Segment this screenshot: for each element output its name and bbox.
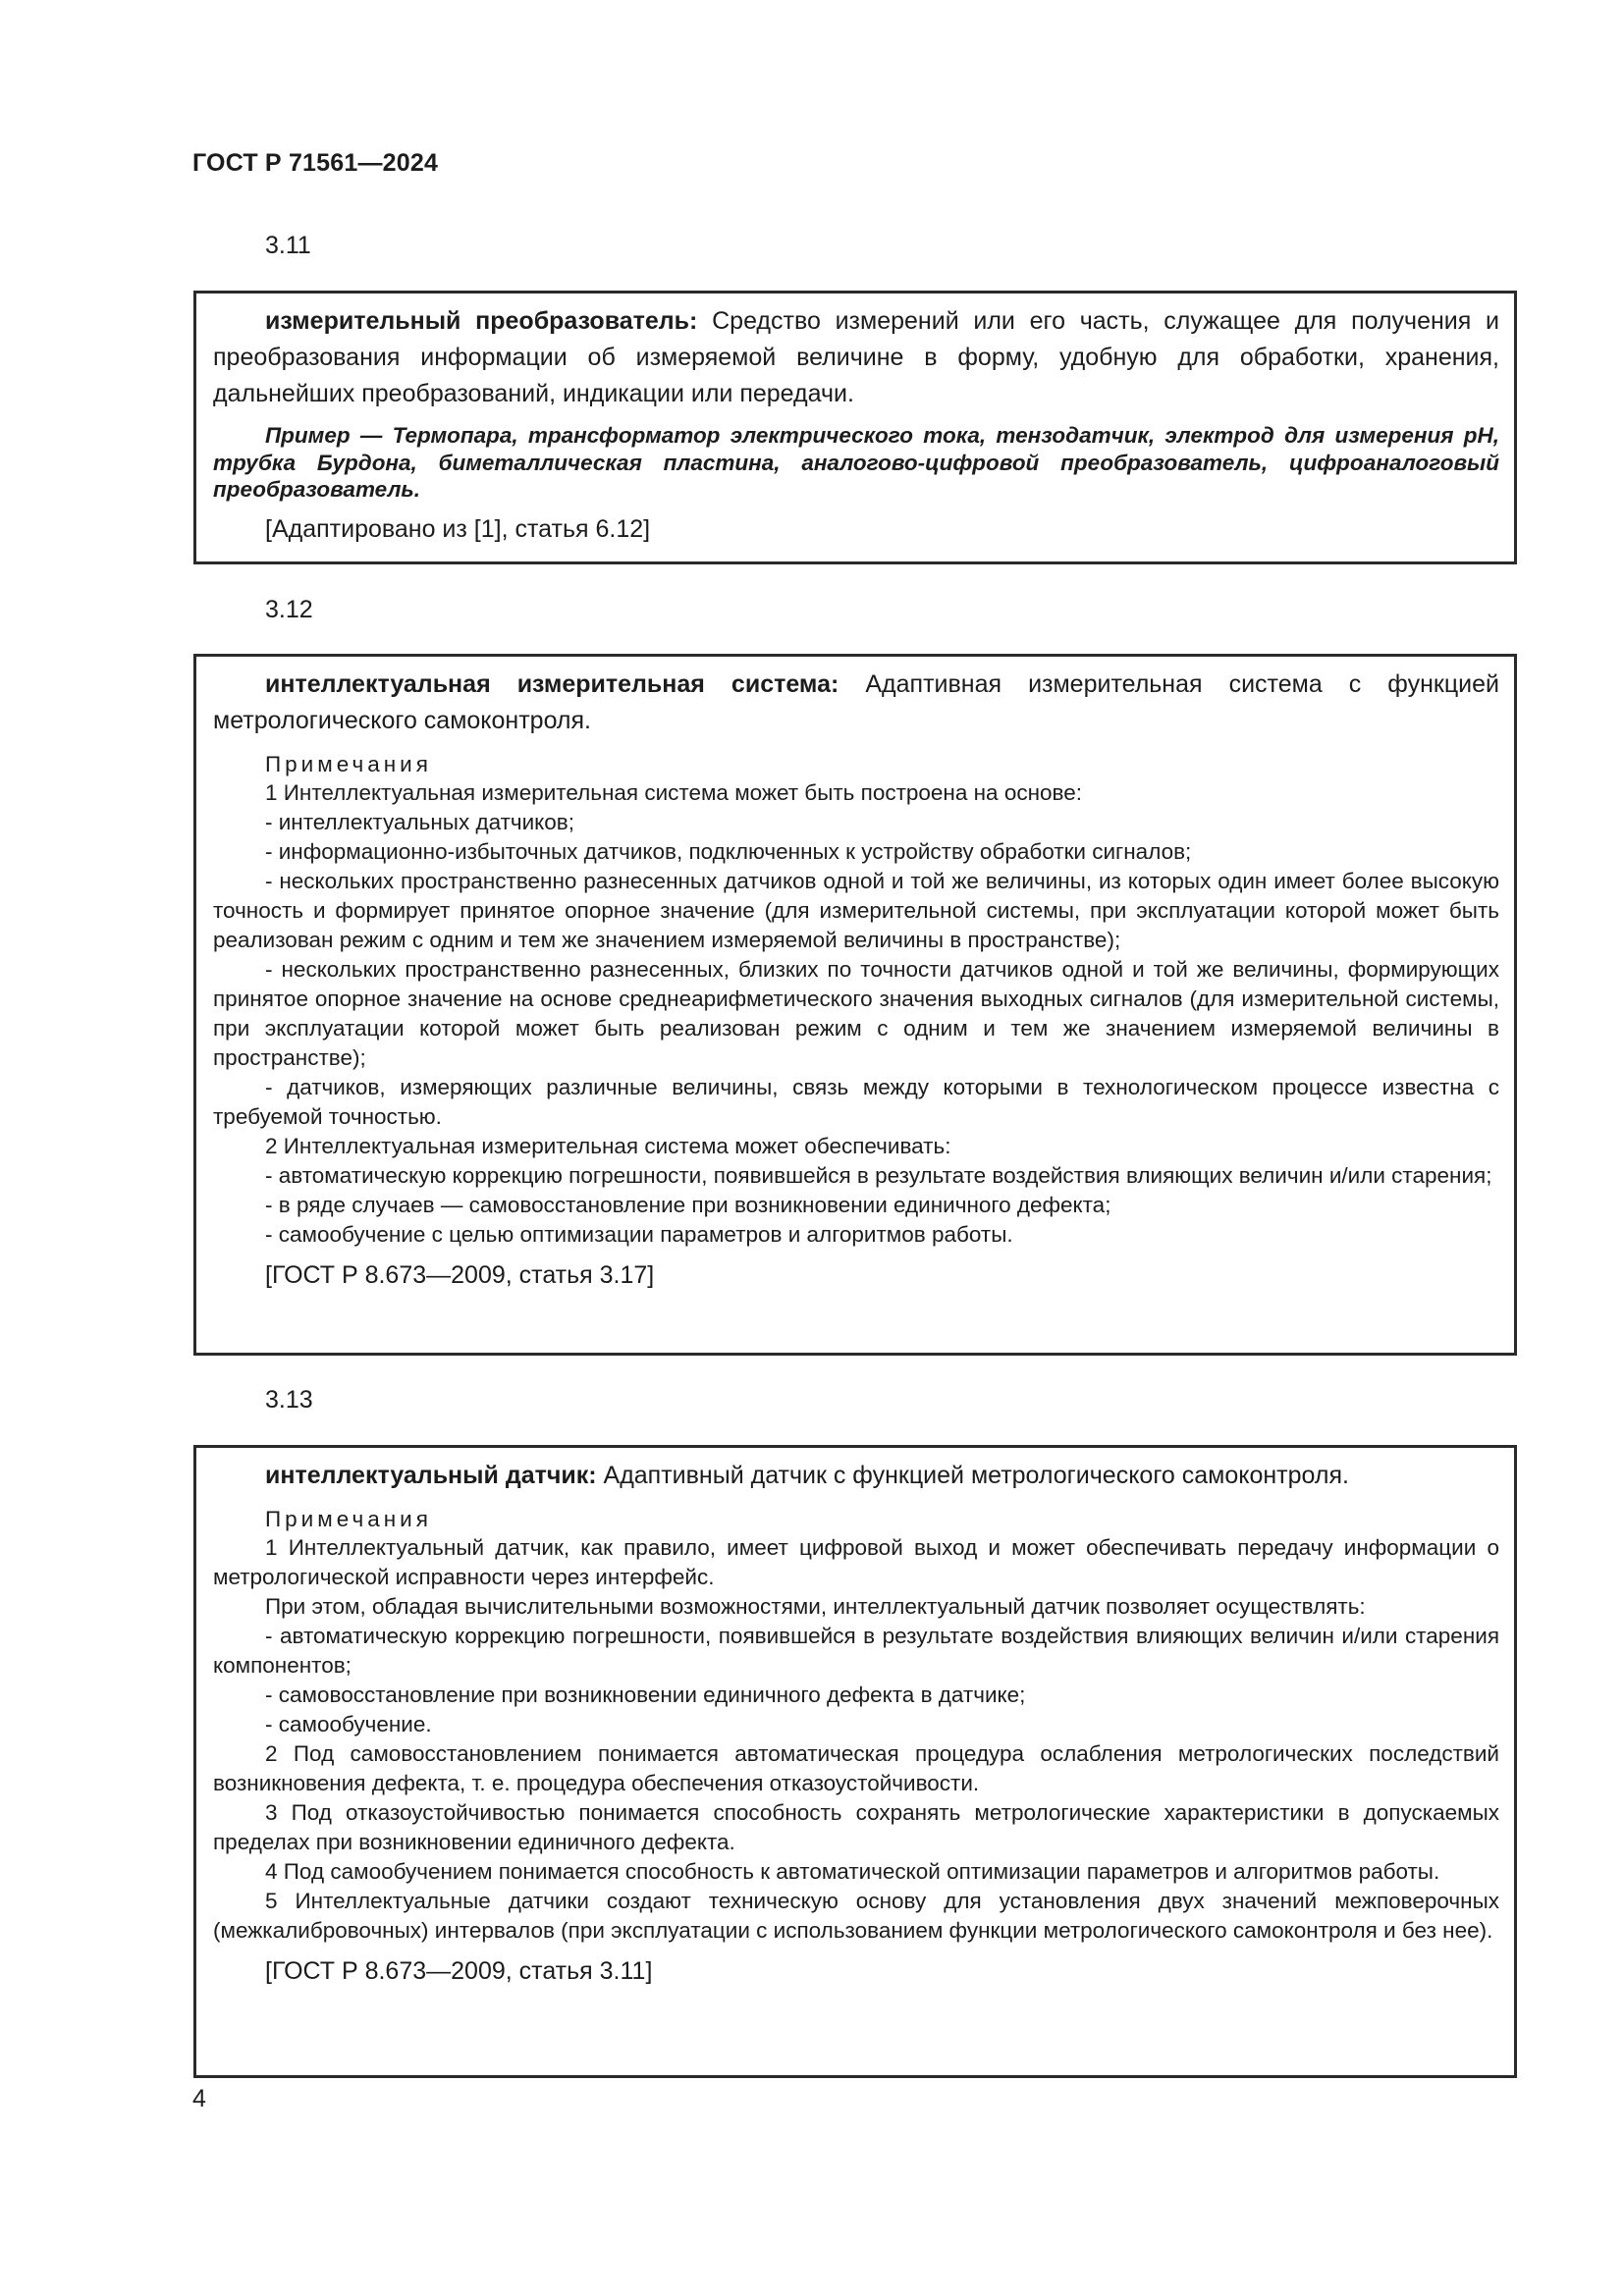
note-line: - интеллектуальных датчиков; [265,810,574,834]
note-line: - в ряде случаев — самовосстановление при возникновении единичного дефекта; [265,1193,1111,1217]
notes-heading: Примечания [265,752,432,776]
note-line: - автоматическую коррекцию погрешности, появившейся в результате воздействия влияющих величин и/или старения компонентов; [213,1624,1499,1678]
term-box [193,291,1517,564]
term-definition [213,303,1499,412]
note-line: 4 Под самообучением понимается способность к автоматической оптимизации параметров и алгоритмов работы. [265,1859,1440,1884]
document-header: ГОСТ Р 71561—2024 [192,149,439,177]
section-number: 3.11 [265,232,311,259]
note-line: При этом, обладая вычислительными возможностями, интеллектуальный датчик позволяет осуществлять: [265,1594,1366,1619]
section-number: 3.12 [265,596,313,623]
note-line: - самообучение. [265,1712,432,1736]
definition-text: Адаптивная измерительная система с функцией метрологического самоконтроля. [213,670,1499,734]
page-number: 4 [192,2085,206,2112]
term-title: измерительный преобразователь: [265,307,698,335]
term-title: интеллектуальный датчик: [265,1462,597,1489]
term-definition [213,1458,1499,1494]
note-line: 1 Интеллектуальный датчик, как правило, имеет цифровой выход и может обеспечивать передачу информации о метрологической исправности через интерфейс. [213,1535,1499,1589]
source-reference: [ГОСТ Р 8.673—2009, статья 3.17] [265,1261,655,1289]
note-line: - нескольких пространственно разнесенных датчиков одной и той же величины, из которых один имеет более высокую точность и формирует принятое опорное значение (для измерительной системы, при эксплуатации которой может быть реализован режим с одним и тем же значением измеряемой величины в пространстве); [213,869,1499,952]
note-line: 3 Под отказоустойчивостью понимается способность сохранять метрологические характеристики в допускаемых пределах при возникновении единичного дефекта. [213,1800,1499,1854]
term-box [193,1445,1517,2078]
notes-heading: Примечания [265,1507,432,1531]
note-line: 5 Интеллектуальные датчики создают техническую основу для установления двух значений межповерочных (межкалибровочных) интервалов (при эксплуатации с использованием функции метрологического самоконтроля и без нее). [213,1889,1499,1943]
note-line: 1 Интеллектуальная измерительная система может быть построена на основе: [265,780,1082,805]
definition-text: Адаптивный датчик с функцией метрологического самоконтроля. [603,1462,1349,1489]
note-line: - информационно-избыточных датчиков, подключенных к устройству обработки сигналов; [265,839,1192,864]
term-title: интеллектуальная измерительная система: [265,670,839,698]
note-line: - нескольких пространственно разнесенных, близких по точности датчиков одной и той же величины, формирующих принятое опорное значение на основе среднеарифметического значения выходных сигналов (для измерительной системы, при эксплуатации которой может быть реализован режим с одним и тем же значением измеряемой величины в пространстве); [213,957,1499,1070]
section-number: 3.13 [265,1386,313,1414]
term-box [193,654,1517,1356]
source-reference: [ГОСТ Р 8.673—2009, статья 3.11] [265,1957,653,1985]
note-line: - самовосстановление при возникновении единичного дефекта в датчике; [265,1682,1026,1707]
note-line: 2 Под самовосстановлением понимается автоматическая процедура ослабления метрологических последствий возникновения дефекта, т. е. процедура обеспечения отказоустойчивости. [213,1741,1499,1795]
note-line: - автоматическую коррекцию погрешности, появившейся в результате воздействия влияющих величин и/или старения; [265,1163,1492,1188]
note-line: - самообучение с целью оптимизации параметров и алгоритмов работы. [265,1222,1013,1247]
term-definition [213,667,1499,739]
definition-text: Средство измерений или его часть, служащее для получения и преобразования информации об измеряемой величине в форму, удобную для обработки, хранения, дальнейших преобразований, индикации или передачи. [213,307,1499,407]
note-line: 2 Интеллектуальная измерительная система может обеспечивать: [265,1134,951,1158]
source-reference: [Адаптировано из [1], статья 6.12] [265,514,651,543]
note-line: - датчиков, измеряющих различные величины, связь между которыми в технологическом процессе известна с требуемой точностью. [213,1075,1499,1129]
example-text: Пример — Термопара, трансформатор электрического тока, тензодатчик, электрод для измерения рН, трубка Бурдона, биметаллическая пластина, аналогово-цифровой преобразователь, цифроаналоговый преобразователь. [213,423,1499,502]
